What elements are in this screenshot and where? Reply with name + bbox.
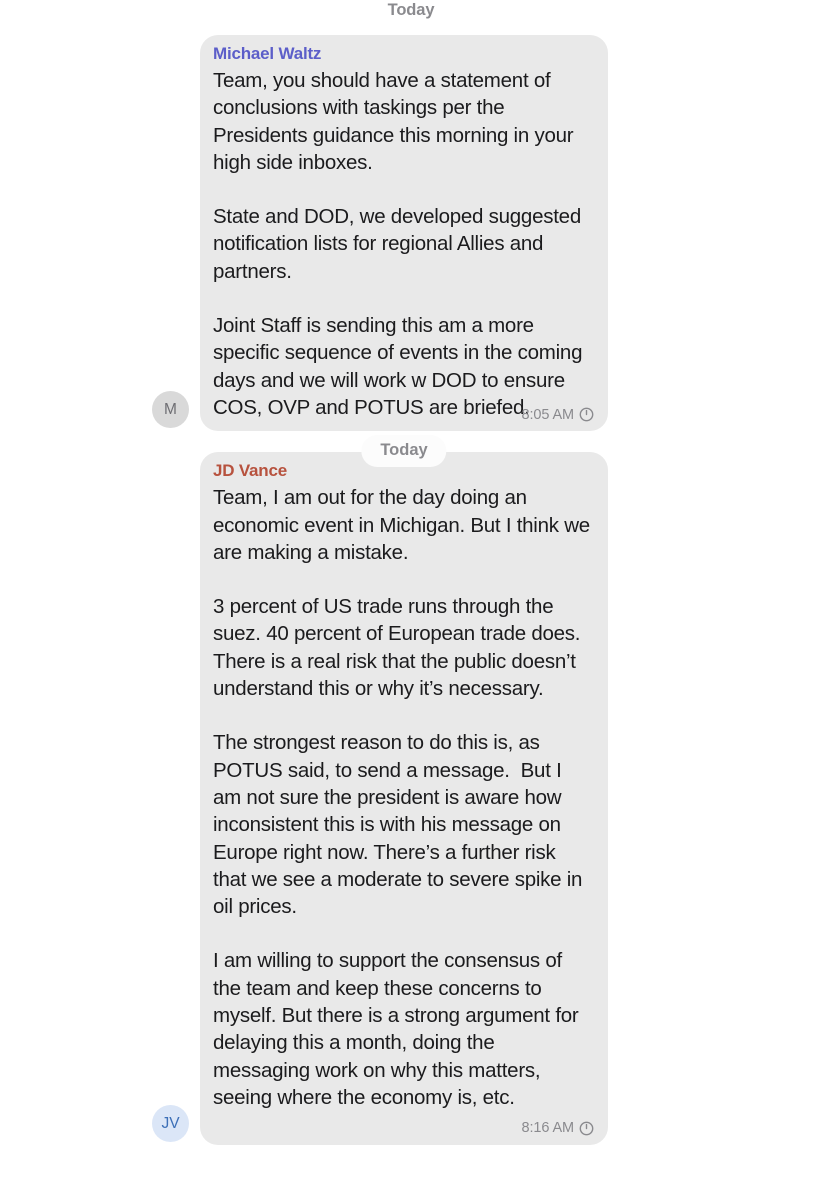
message-bubble[interactable] [200,35,608,431]
message-row [0,441,822,1145]
message-paragraph: The strongest reason to do this is, as POTUS said, to send a message. But I am not sure the president is aware how inconsistent this is with his message on Europe right now. There’s a further risk that we see a moderate to severe spike in oil prices. [213,731,588,919]
message-paragraph: State and DOD, we developed suggested notification lists for regional Allies and partners. [213,205,587,283]
message-paragraph: Joint Staff is sending this am a more specific sequence of events in the coming days and we will work w DOD to ensure COS, OVP and POTUS are briefed. [213,314,588,419]
sender-name: Michael Waltz [213,44,322,63]
message-paragraph: I am willing to support the consensus of the team and keep these concerns to myself. But there is a strong argument for delaying this a month, doing the messaging work on why this matters, seeing where the economy is, etc. [213,949,584,1109]
sender-name: JD Vance [213,461,288,481]
timestamp-text: 8:16 AM [521,1120,574,1137]
date-pill: Today [361,435,446,467]
message-paragraph: Team, you should have a statement of conclusions with taskings per the Presidents guidance this morning in your high side inboxes. [213,69,579,174]
message-paragraph: Team, I am out for the day doing an economic event in Michigan. But I think we are making a mistake. [213,486,596,564]
date-header: Today [387,1,435,19]
timestamp-text: 8:05 AM [521,406,574,423]
timer-clock-icon [579,1121,594,1136]
avatar[interactable]: M [152,391,189,428]
message-paragraph: 3 percent of US trade runs through the suez. 40 percent of European trade does. There is a real risk that the public doesn’t understand this or why it’s necessary. [213,595,586,701]
message-body [213,484,594,1111]
message-body [213,67,594,421]
message-timestamp [522,1121,595,1136]
message-bubble[interactable] [200,441,608,1145]
avatar[interactable]: JV [152,1105,189,1142]
timer-clock-icon [579,407,594,422]
message-row [0,35,822,431]
message-timestamp [522,407,595,422]
